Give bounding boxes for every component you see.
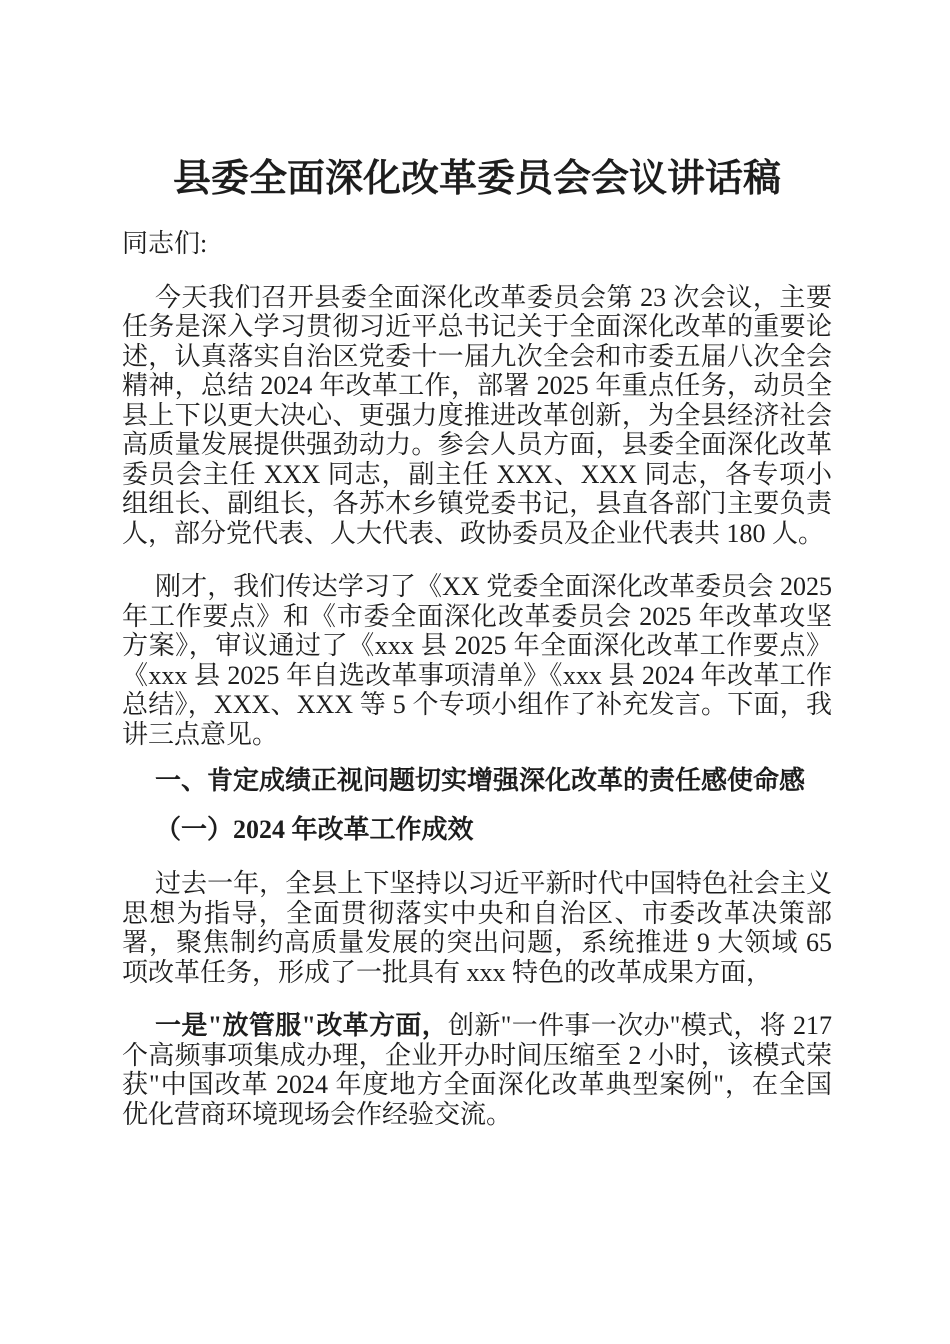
salutation: 同志们: [122,229,208,258]
agenda-paragraph: 刚才，我们传达学习了《XX 党委全面深化改革委员会 2025 年工作要点》和《市委全面深化改革委员会 2025 年改革攻坚方案》，审议通过了《xxx 县 2025 年全面深化改革工作要点》《xxx 县 2025 年自选改革事项清单》《xxx 县 2024 年改革工作总结》，XXX、XXX 等 5 个专项小组作了补充发言。下面，我讲三点意见。 [122,572,832,749]
document-title: 县委全面深化改革委员会会议讲话稿 [172,158,781,200]
point1-paragraph [122,1011,832,1129]
point1-lead-bold: 一是"放管服"改革方面， [155,1011,449,1040]
achievements-paragraph: 过去一年，全县上下坚持以习近平新时代中国特色社会主义思想为指导，全面贯彻落实中央和自治区、市委改革决策部署，聚焦制约高质量发展的突出问题，系统推进 9 大领域 65 项改革任务，形成了一批具有 xxx 特色的改革成果方面， [122,869,832,987]
section1-heading: 一、肯定成绩正视问题切实增强深化改革的责任感使命感 [155,766,806,795]
intro-paragraph: 今天我们召开县委全面深化改革委员会第 23 次会议，主要任务是深入学习贯彻习近平总书记关于全面深化改革的重要论述，认真落实自治区党委十一届九次全会和市委五届八次全会精神，总结 2024 年改革工作，部署 2025 年重点任务，动员全县上下以更大决心、更强力度推进改革创新，为全县经济社会高质量发展提供强劲动力。参会人员方面，县委全面深化改革委员会主任 XXX 同志，副主任 XXX、XXX 同志，各专项小组组长、副组长，各苏木乡镇党委书记，县直各部门主要负责人，部分党代表、人大代表、政协委员及企业代表共 180 人。 [122,282,832,548]
point1-body-text: 创新"一件事一次办"模式，将 217 个高频事项集成办理，企业开办时间压缩至 2 小时，该模式荣获"中国改革 2024 年度地方全面深化改革典型案例"，在全国优化营商环境现场会作经验交流。 [122,1011,832,1129]
section1-subheading: （一）2024 年改革工作成效 [155,815,474,844]
